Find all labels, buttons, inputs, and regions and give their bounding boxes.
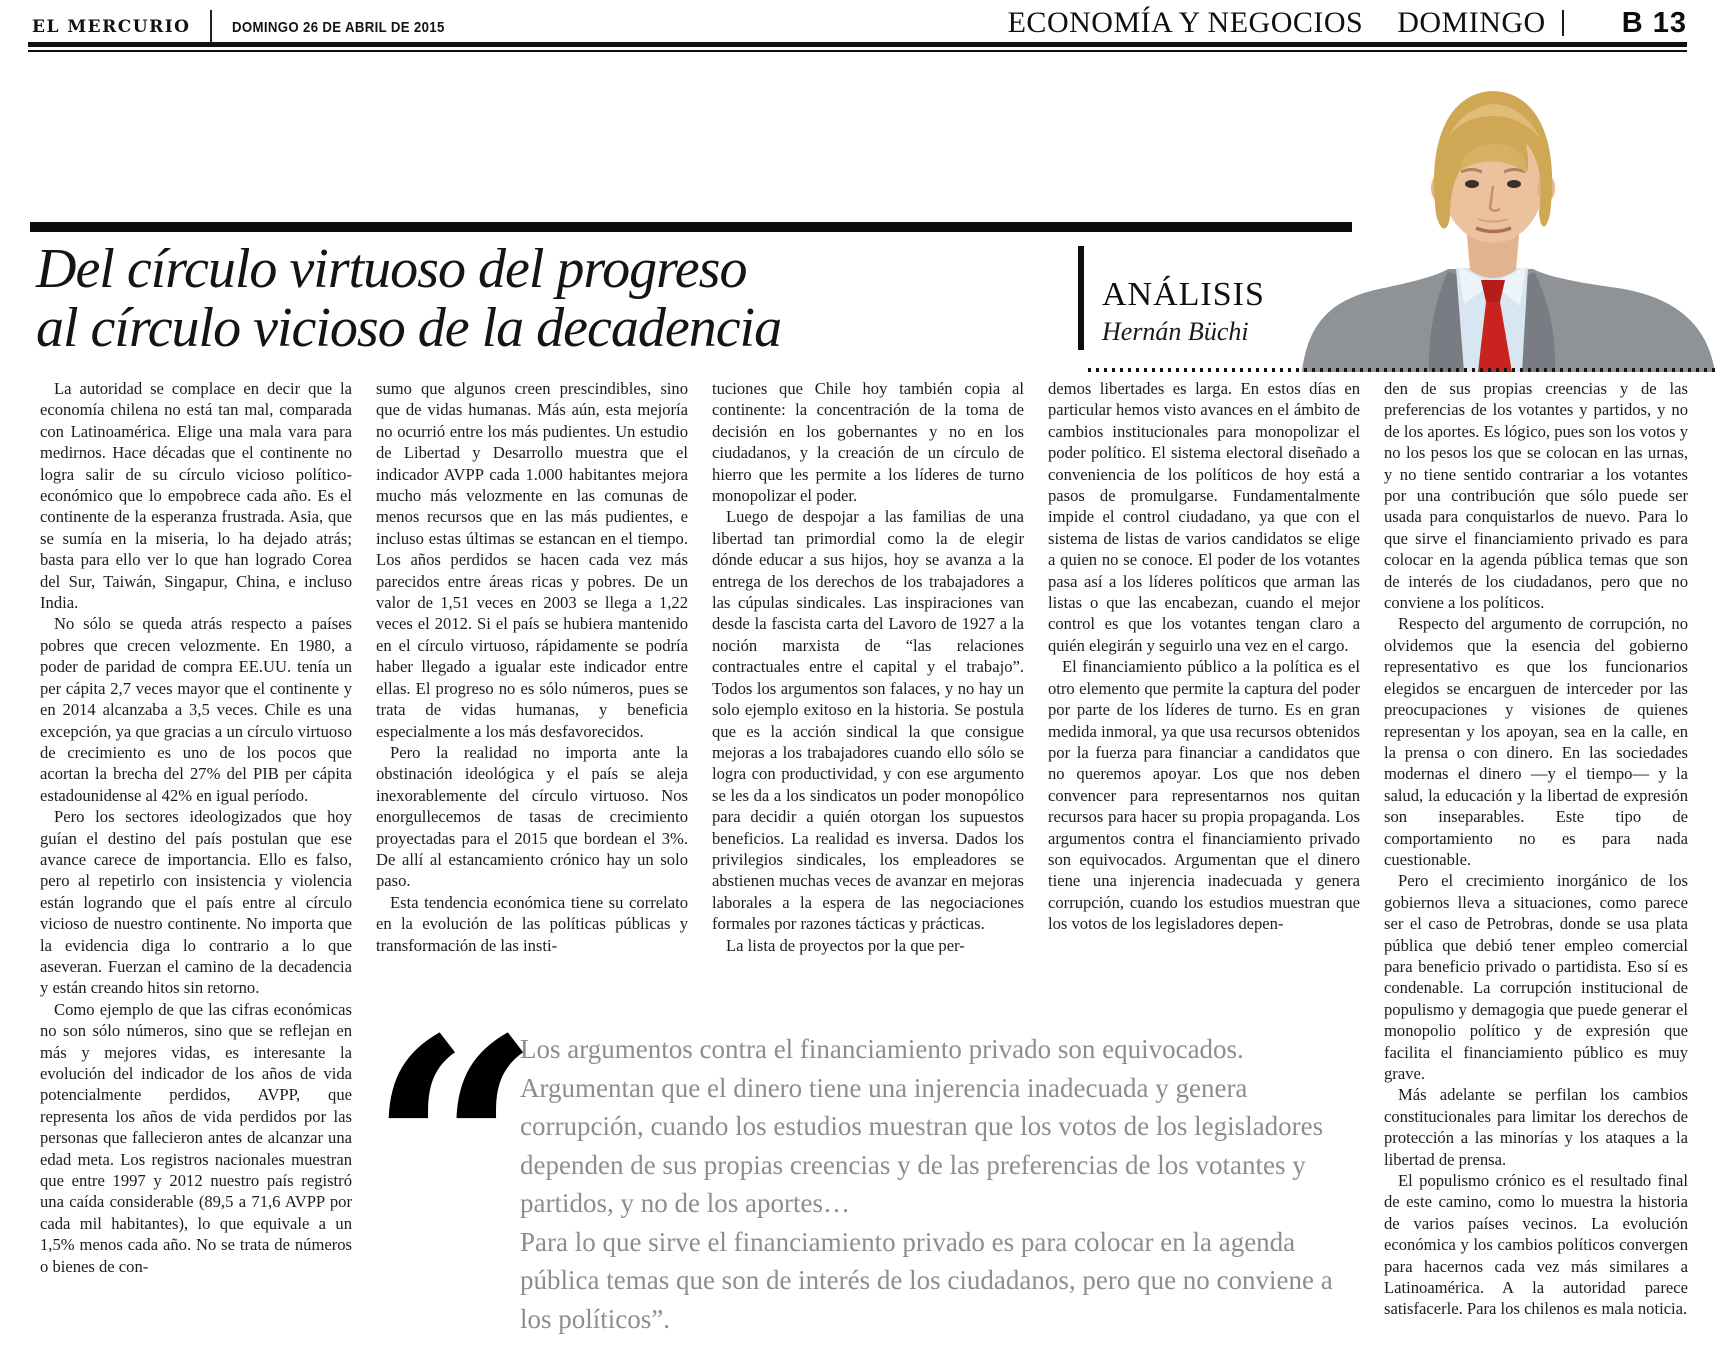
article-paragraph: Pero el crecimiento inorgánico de los gobiernos lleva a situaciones, como parece ser el caso de Petrobras, donde se usa plata pública que debió tener empleo comercial para beneficio privado o partidista. Eso sí es condenable. La corrupción institucional de populismo y demagogia que puede generar el monopolio político y de expresión que facilita el financiamiento público es muy grave. xyxy=(1384,871,1688,1083)
quote-mark-icon: “ xyxy=(368,973,541,1326)
masthead-right xyxy=(1008,6,1687,40)
author-photo xyxy=(1288,76,1715,372)
kicker-block xyxy=(1078,246,1265,347)
article-paragraph: demos libertades es larga. En estos días en particular hemos visto avances en el ámbito de cambios institucionales para monopolizar el poder político. El sistema electoral diseñado a conveniencia de los políticos de hoy está a pasos de promulgarse. Fundamentalmente impide el control ciudadano, ya que con el sistema de listas de varios candidatos se elige a quien no se conoce. El poder de los votantes pasa así a los líderes políticos que arman las listas o que las encabezan, cuando el mejor control es que los votantes tengan claro a quién elegirán y seguirlo una vez en el cargo. xyxy=(1048,379,1360,655)
pull-quote xyxy=(368,973,1368,1350)
article-paragraph: Respecto del argumento de corrupción, no olvidemos que la esencia del gobierno representativo es que los funcionarios elegidos se encarguen de interceder por las preocupaciones y visiones de quienes representan y los apoyan, sea en la calle, en la prensa o con dinero. En las sociedades modernas el dinero —y el tiempo— y la salud, la educación y la libertad de expresión son inseparables. Este tipo de comportamiento no es para nada cuestionable. xyxy=(1384,614,1688,869)
header-rule-thin xyxy=(28,50,1687,52)
article-paragraph: sumo que algunos creen prescindibles, sino que de vidas humanas. Más aún, esta mejoría no ocurrió entre los más pudientes. Un estudio de Libertad y Desarrollo muestra que el indicador AVPP cada 1.000 habitantes mejora mucho más velozmente en las comunas de menos recursos que en las más pudientes, e incluso estas últimas se estancan en el tiempo. Los años perdidos se hacen cada vez más parecidos entre áreas ricas y pobres. De un valor de 1,51 veces en 2003 se llega a 1,22 veces el 2012. Si el país se hubiera mantenido en el círculo virtuoso, rápidamente se podría haber llegado a igualar este indicador entre ellas. El progreso no es sólo números, pues se trata de vidas humanas, y beneficia especialmente a los más desfavorecidos. xyxy=(376,379,688,741)
kicker-text xyxy=(1102,276,1265,347)
article-paragraph: El populismo crónico es el resultado final de este camino, como lo muestra la historia de varios países vecinos. La evolución económica y los cambios políticos convergen para hacernos cada vez más similares a Latinoamérica. A la autoridad parece satisfacerle. Para los chilenos es mala noticia. xyxy=(1384,1171,1688,1319)
header-rule-thick xyxy=(28,42,1687,47)
article-paragraph: Más adelante se perfilan los cambios constitucionales para limitar los derechos de protección a las minorías y los ataques a la libertad de prensa. xyxy=(1384,1085,1688,1169)
article-paragraph: Pero la realidad no importa ante la obstinación ideológica y el país se aleja inexorablemente del círculo virtuoso. Nos enorgullecemos de tasas de crecimiento proyectadas para el 2015 que bordean el 3%. De allí al estancamiento crónico hay un solo paso. xyxy=(376,742,688,891)
article-paragraph: tuciones que Chile hoy también copia al continente: la concentración de la toma de decisión en los gobernantes y no en los ciudadanos, y la creación de un círculo de hierro que les permite a los líderes de turno monopolizar el poder. xyxy=(712,379,1024,506)
page-number: B 13 xyxy=(1621,7,1687,39)
byline: Hernán Büchi xyxy=(1102,317,1249,346)
headline-line-1: Del círculo virtuoso del progreso xyxy=(36,238,747,300)
article-paragraph: No sólo se queda atrás respecto a países pobres que crecen velozmente. En 1980, a poder de paridad de compra EE.UU. tenía un per cápita 2,7 veces mayor que el continente y en 2014 alcanzaba a 3,5 veces. Chile es una excepción, ya que gracias a un círculo virtuoso de crecimiento es uno de los pocos que acortan la brecha del 27% del PIB per cápita estadounidense al 42% en igual período. xyxy=(40,614,352,805)
article-column-1 xyxy=(40,378,352,1350)
masthead-divider xyxy=(210,10,212,44)
article-paragraph: den de sus propias creencias y de las preferencias de los votantes y partidos, y no de los aportes. Es lógico, pues son los votos y no los pesos los que se colocan en las urnas, y no tiene sentido contrariar a los votantes por una contribución que sólo puede ser usada para conquistarlos de nuevo. Para lo que sirve el financiamiento privado es para colocar en la agenda pública temas que son de interés de los ciudadanos, pero que no conviene a los políticos. xyxy=(1384,379,1688,613)
headline xyxy=(36,240,781,358)
article-paragraph: Para lo que sirve el financiamiento privado es para colocar en la agenda pública temas que son de interés de los ciudadanos, pero que no conviene a los políticos”. xyxy=(520,1226,1333,1334)
masthead xyxy=(32,6,1687,44)
article-paragraph: Esta tendencia económica tiene su correlato en la evolución de las políticas públicas y transformación de las insti- xyxy=(376,892,688,955)
article-column-5 xyxy=(1384,378,1688,1350)
article-paragraph: La autoridad se complace en decir que la economía chilena no está tan mal, comparada con Latinoamérica. Elige una mala vara para medirnos. Hace décadas que el continente no logra salir de su círculo vicioso político-económico que lo empobrece cada año. Es el continente de la esperanza frustrada. Asia, que se sumía en la miseria, lo ha dejado atrás; basta para ello ver lo que han logrado Corea del Sur, Taiwán, Singapur, China, e incluso India. xyxy=(40,379,352,613)
article-paragraph: La lista de proyectos por la que per- xyxy=(726,935,965,955)
section-title: ECONOMÍA Y NEGOCIOS xyxy=(1007,6,1364,39)
article-paragraph: El financiamiento público a la política es el otro elemento que permite la captura del poder por parte de los líderes de turno. Es en gran medida inmoral, ya que usa recursos obtenidos por la fuerza para financiar a candidatos que no queremos apoyar. Los que nos deben convencer para representarnos nos quitan recursos para hacer su propia propaganda. Los argumentos contra el financiamiento privado son equivocados. Argumentan que el dinero tiene una injerencia inadecuada y genera corrupción, cuando los estudios muestran que los votos de los legisladores depen- xyxy=(1048,657,1360,934)
kicker: ANÁLISIS xyxy=(1102,276,1265,313)
article-column-4 xyxy=(1048,378,1360,1016)
headline-line-2: al círculo vicioso de la decadencia xyxy=(36,297,782,359)
quote-text xyxy=(520,1016,1352,1338)
article-paragraph: Luego de despojar a las familias de una libertad tan primordial como la de elegir dónde educar a sus hijos, hoy se avanza a la entrega de los derechos de los trabajadores a las cúpulas sindicales. Las inspiraciones van desde la fascista carta del Lavoro de 1927 a la noción marxista de “las relaciones contractuales entre el capital y el trabajo”. Todos los argumentos son falaces, y no hay un solo ejemplo exitoso en la historia. Se postula que es la acción sindical la que consigue mejoras a los trabajadores cuando ello sólo se logra con productividad, y con ese argumento se les da a los sindicatos un poder monopólico para decidir a quién otorgan los supuestos beneficios. La realidad es inversa. Dados los privilegios sindicales, los empleadores se abstienen muchas veces de avanzar en mejoras laborales a la espera de las negociaciones formales por razones tácticas y prácticas. xyxy=(712,507,1024,934)
author-portrait-illustration xyxy=(1288,76,1715,372)
section-day: DOMINGO xyxy=(1397,6,1546,39)
article-column-2 xyxy=(376,378,688,1016)
paper-name: EL MERCURIO xyxy=(32,17,191,37)
edition-date: DOMINGO 26 DE ABRIL DE 2015 xyxy=(231,18,445,36)
article-paragraph: Pero los sectores ideologizados que hoy guían el destino del país postulan que ese avance carece de importancia. Ello es falso, pero al repetirlo con insistencia y violencia están logrando que el país entre al círculo vicioso de nuestro continente. No importa que la evidencia diga lo contrario a lo que aseveran. Fuerzan el camino de la decadencia y están creando hitos sin retorno. xyxy=(40,807,352,998)
masthead-left xyxy=(32,10,474,44)
headline-rule xyxy=(30,222,1352,232)
kicker-bar xyxy=(1078,246,1084,350)
article-paragraph: Los argumentos contra el financiamiento privado son equivocados. Argumentan que el dinero tiene una injerencia inadecuada y genera corrupción, cuando los estudios muestran que los votos de los legisladores dependen de sus propias creencias y de las preferencias de los votantes y partidos, y no de los aportes… xyxy=(520,1034,1324,1218)
article-paragraph: Como ejemplo de que las cifras económicas no son sólo números, sino que se reflejan en más y mejores vidas, es interesante la evolución del indicador de los años de vida potencialmente perdidos, AVPP, que representa los años de vida perdidos por las personas que fallecieron antes de alcanzar una edad meta. Los registros nacionales muestran que entre 1997 y 2012 nuestro país registró una caída considerable (89,5 a 71,6 AVPP por cada mil habitantes), lo que equivale a un 1,5% menos cada año. No se trata de números o bienes de con- xyxy=(40,999,352,1276)
header-rules xyxy=(28,42,1687,52)
article-column-3 xyxy=(712,378,1024,1016)
masthead-pipe xyxy=(1562,10,1564,36)
byline-dotted-rule xyxy=(1088,368,1715,372)
